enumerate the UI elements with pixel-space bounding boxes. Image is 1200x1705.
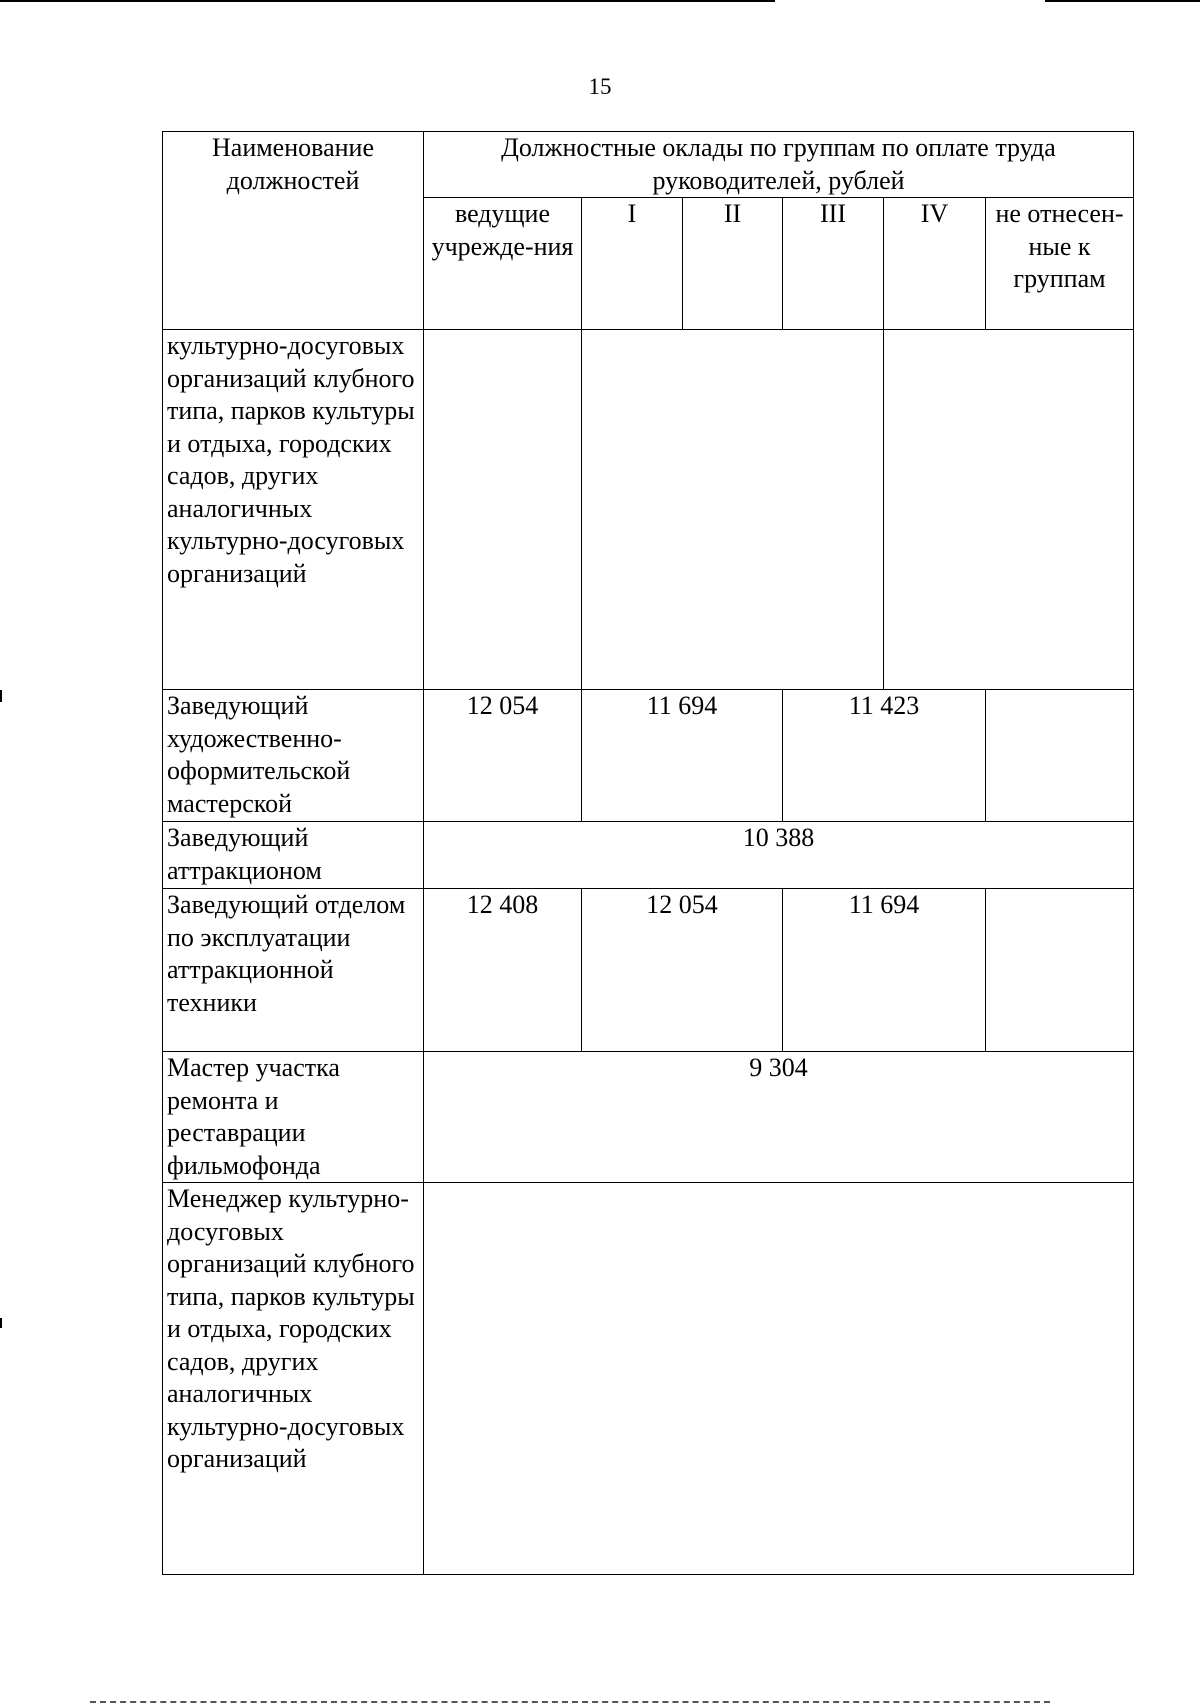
- salary-value: [986, 889, 1134, 1052]
- empty-cell: [582, 330, 884, 690]
- table-row: [163, 330, 1134, 690]
- scan-margin-mark: [0, 690, 2, 702]
- salary-value: 10 388: [424, 822, 1134, 889]
- scan-margin-mark: [0, 1318, 2, 1328]
- column-header-group-2: II: [683, 198, 783, 330]
- page-number: 15: [588, 74, 612, 99]
- position-name: Заведующий художественно-оформительской мастерской: [163, 690, 424, 822]
- salary-group-header: Должностные оклады по группам по оплате труда руководителей, рублей: [424, 132, 1134, 198]
- table-row: [163, 1052, 1134, 1183]
- salary-value: [424, 1183, 1134, 1575]
- column-header-ungrouped: не отнесен-ные к группам: [986, 198, 1134, 330]
- column-header-group-1: I: [582, 198, 683, 330]
- salary-table: [162, 131, 1134, 1575]
- table-row: [163, 1183, 1134, 1575]
- salary-value: 11 423: [783, 690, 986, 822]
- scan-edge-line: [90, 1701, 1050, 1703]
- scan-edge-line: [0, 0, 775, 2]
- empty-cell: [424, 330, 582, 690]
- position-name: Мастер участка ремонта и реставрации фильмофонда: [163, 1052, 424, 1183]
- salary-value: 12 054: [582, 889, 783, 1052]
- table-row: [163, 822, 1134, 889]
- empty-cell: [884, 330, 1134, 690]
- salary-value: [986, 690, 1134, 822]
- column-header-group-4: IV: [884, 198, 986, 330]
- column-header-leading: ведущие учрежде-ния: [424, 198, 582, 330]
- position-name: Заведующий отделом по эксплуатации аттракционной техники: [163, 889, 424, 1052]
- salary-value: 11 694: [582, 690, 783, 822]
- header-row: [163, 132, 1134, 198]
- salary-value: 9 304: [424, 1052, 1134, 1183]
- position-name: Заведующий аттракционом: [163, 822, 424, 889]
- salary-value: 11 694: [783, 889, 986, 1052]
- position-name: культурно-досуговых организаций клубного типа, парков культуры и отдыха, городских садов, других аналогичных культурно-досуговых организаций: [163, 330, 424, 690]
- position-column-header: Наименование должностей: [163, 132, 424, 330]
- table-row: [163, 889, 1134, 1052]
- salary-value: 12 054: [424, 690, 582, 822]
- column-header-group-3: III: [783, 198, 884, 330]
- salary-value: 12 408: [424, 889, 582, 1052]
- table-row: [163, 690, 1134, 822]
- position-name: Менеджер культурно-досуговых организаций клубного типа, парков культуры и отдыха, городских садов, других аналогичных культурно-досуговых организаций: [163, 1183, 424, 1575]
- scan-edge-line: [1045, 0, 1200, 2]
